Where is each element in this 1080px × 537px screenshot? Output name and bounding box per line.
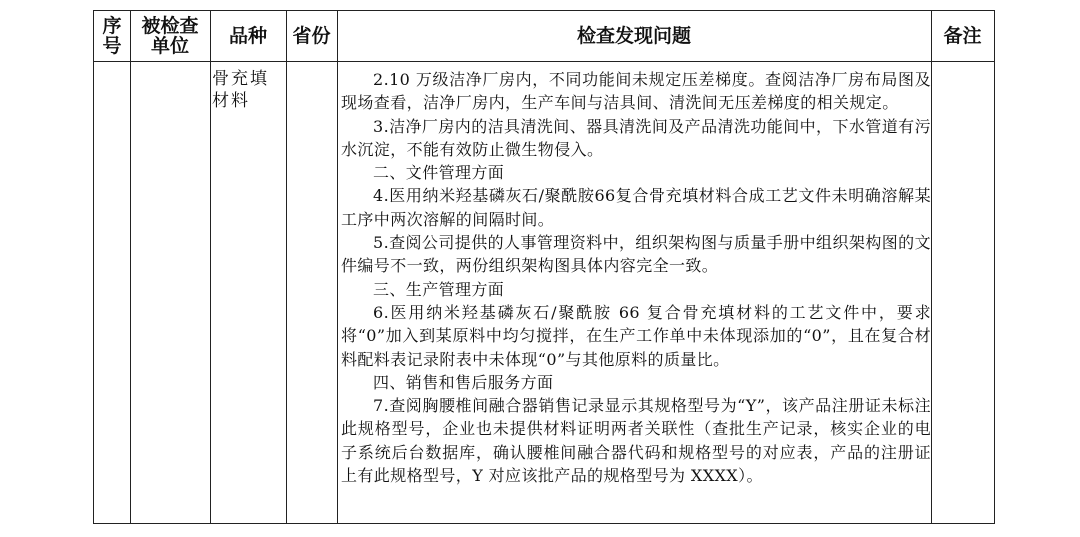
header-remarks [931, 11, 994, 61]
header-issues-label: 检查发现问题 [576, 24, 691, 47]
header-variety-label: 品种 [228, 24, 267, 47]
header-inspected-unit-label: 被检查 单位 [141, 15, 199, 57]
column-divider [931, 11, 932, 523]
issues-cell [341, 68, 931, 487]
column-divider [337, 11, 338, 523]
variety-cell: 骨充填材料 [212, 69, 269, 111]
header-province-label: 省份 [292, 24, 331, 47]
header-variety [210, 11, 286, 61]
header-issues [337, 11, 931, 61]
header-divider [94, 61, 994, 62]
column-divider [210, 11, 211, 523]
header-seq-label: 序 号 [102, 15, 122, 57]
header-seq [94, 11, 130, 61]
issue-item: 5.查阅公司提供的人事管理资料中，组织架构图与质量手册中组织架构图的文件编号不一致，两份组织架构图具体内容完全一致。 [341, 233, 931, 276]
section-heading: 四、销售和售后服务方面 [373, 372, 554, 392]
inspection-table [93, 10, 995, 524]
issue-item: 4.医用纳米羟基磷灰石/聚酰胺66复合骨充填材料合成工艺文件未明确溶解某工序中两次溶解的间隔时间。 [341, 186, 931, 229]
column-divider [286, 11, 287, 523]
header-remarks-label: 备注 [943, 24, 982, 47]
section-heading: 二、文件管理方面 [373, 163, 505, 183]
column-divider [130, 11, 131, 523]
section-heading: 三、生产管理方面 [373, 279, 505, 299]
issue-item: 3.洁净厂房内的洁具清洗间、器具清洗间及产品清洗功能间中，下水管道有污水沉淀，不能有效防止微生物侵入。 [341, 116, 931, 159]
issue-item: 2.10 万级洁净厂房内，不同功能间未规定压差梯度。查阅洁净厂房布局图及现场查看，洁净厂房内，生产车间与洁具间、清洗间无压差梯度的相关规定。 [341, 70, 931, 113]
issue-item: 7.查阅胸腰椎间融合器销售记录显示其规格型号为“Y”，该产品注册证未标注此规格型号，企业也未提供材料证明两者关联性（查批生产记录，核实企业的电子系统后台数据库，确认腰椎间融合器代码和规格型号的对应表，产品的注册证上有此规格型号，Y 对应该批产品的规格型号为 XXXX）。 [341, 396, 931, 486]
header-inspected-unit [130, 11, 210, 61]
issue-item: 6.医用纳米羟基磷灰石/聚酰胺 66 复合骨充填材料的工艺文件中，要求将“0”加入到某原料中均匀搅拌，在生产工作单中未体现添加的“0”，且在复合材料配料表记录附表中未体现“0”与其他原料的质量比。 [341, 302, 931, 369]
header-province [286, 11, 337, 61]
